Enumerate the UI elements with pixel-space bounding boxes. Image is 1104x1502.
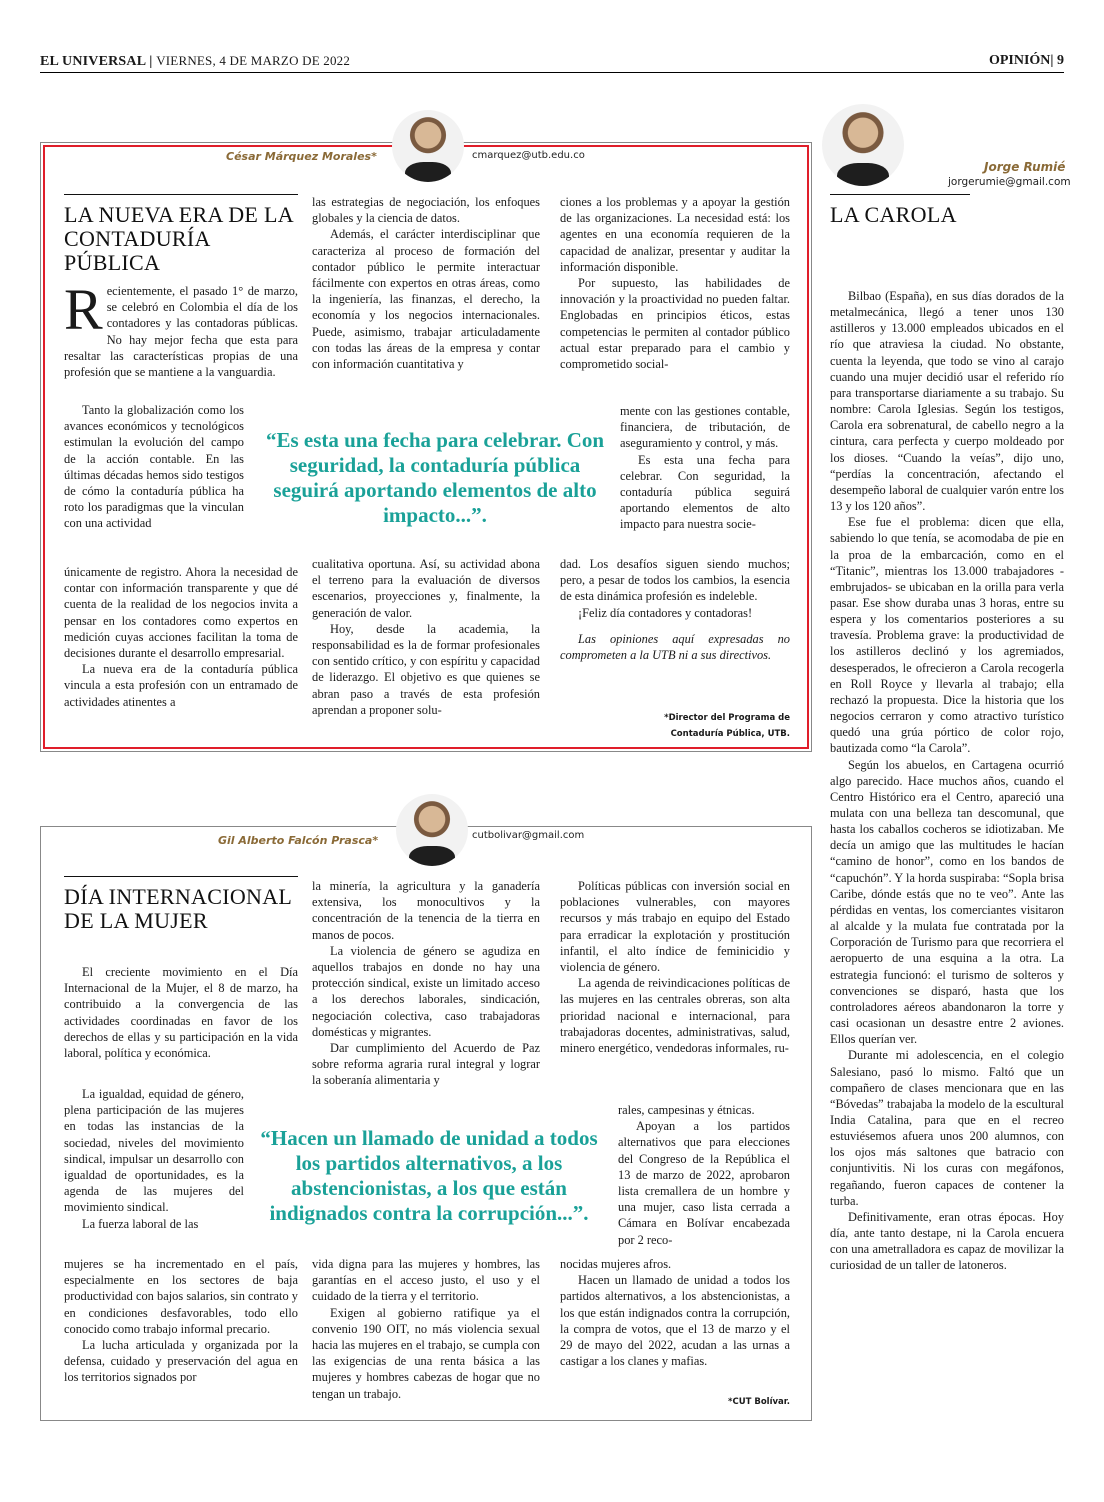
paragraph: mujeres se ha incrementado en el país, especialmente en los sectores de baja productividad con bajos salarios, sin contrato y en condiciones desfavorables, todo ello conocido como trabajo informal precario. (64, 1257, 298, 1336)
paragraph: La fuerza laboral de las (82, 1216, 199, 1231)
article-column-3-wrap (620, 403, 790, 533)
paragraph: mente con las gestiones contable, financiera, de tributación, de aseguramiento y control, y más. (620, 404, 790, 451)
article-column-3-wrap (618, 1102, 790, 1248)
article-column-3-lower (560, 556, 790, 663)
paragraph: nocidas mujeres afros. (560, 1257, 672, 1271)
article-title: LA NUEVA ERA DE LA CONTADURÍA PÚBLICA (64, 194, 298, 275)
article-title: DÍA INTERNACIONAL DE LA MUJER (64, 876, 298, 933)
paragraph: Exigen al gobierno ratifique ya el convenio 190 OIT, no más violencia sexual hacia las mujeres en el trabajo, se cumpla con las exigencias de una renta básica a las mujeres y hombres cabezas de hogar que no tengan un trabajo. (312, 1305, 540, 1401)
newspaper-name: EL UNIVERSAL | (40, 54, 153, 69)
paragraph: rales, campesinas y étnicas. (618, 1103, 755, 1117)
paragraph: Definitivamente, eran otras épocas. Hoy día, ante tanto destape, ni la Carola encuera con una ametralladora es capaz de movilizar la curiosidad de un taller de latoneros. (830, 1209, 1064, 1273)
header-rule (40, 72, 1064, 73)
article-column-1 (64, 277, 298, 380)
author-photo (392, 110, 464, 182)
author-photo (822, 104, 904, 186)
article-column-3 (560, 194, 790, 372)
paragraph: La igualdad, equidad de género, plena participación de las mujeres en todas las instancias de la sociedad, niveles del movimiento sindical, impulsar un desarrollo con igualdad de oportunidades, es la agenda de las mujeres del movimiento sindical. (64, 1087, 244, 1215)
paragraph: Además, el carácter interdisciplinar que caracteriza al proceso de formación del contador público le permite interactuar fácilmente con expertos en otras áreas, como la ingeniería, las finanzas, el derecho, la economía y los negocios internacionales. Puede, asimismo, trabajar articuladamente con todas las áreas de la empresa y contar con información cuantitativa y (312, 227, 540, 372)
paragraph: ciones a los problemas y a apoyar la gestión de las organizaciones. La necesidad está: los agentes en una economía requieren de la capacidad de analizar, presentar y auditar la información disponible. (560, 195, 790, 274)
paragraph: Hoy, desde la academia, la responsabilidad es la de formar profesionales con sentido crítico, y con espíritu y capacidad de liderazgo. El objetivo es que quienes se abran paso a través de esta profesión aprendan a proponer solu- (312, 621, 540, 717)
article-column-1-wrap (64, 1086, 244, 1232)
paragraph: cualitativa oportuna. Así, su actividad abona el terreno para la evaluación de diversos escenarios, proyecciones y, finalmente, la generación de valor. (312, 557, 540, 620)
paragraph: la minería, la agricultura y la ganadería extensiva, los monocultivos y la concentración de la tenencia de la tierra en manos de pocos. (312, 879, 540, 942)
paragraph: Ese fue el problema: dicen que ella, sabiendo lo que tenía, se acomodaba de pie en la proa de la embarcación, como en el “Titanic”, mientras los 13.000 trabajadores -embrujados- se ubicaban en la orilla para verla pasar. Ese show duraba unas 3 horas, entre su espera y los comentarios posteriores a su travesía. Problema grave: la productividad de los astilleros declinó y los agremiados, desesperados, le ofrecieron a Carola recogerla en Roll Royce y llevarla al trabajo; ella rechazó la propuesta. Dice la historia que los negocios cerraron y como atractivo turístico quedó una grúa pórtico de color rojo, bautizada como “la Carola”. (830, 515, 1064, 756)
article-column-1 (64, 964, 298, 1061)
paragraph: La violencia de género se agudiza en aquellos trabajos en donde no hay una protección sindical, existe un limitado acceso a los derechos laborales, sindicación, negociación colectiva, caso trabajadoras domésticas y migrantes. (312, 943, 540, 1039)
article-column-2 (312, 194, 540, 372)
section-label: OPINIÓN| 9 (988, 53, 1064, 68)
article-column-1-lower (64, 564, 298, 710)
author-note: *CUT Bolívar. (728, 1397, 790, 1407)
paragraph: Según los abuelos, en Cartagena ocurrió algo parecido. Hace muchos años, cuando el Centro Histórico era el Centro, apareció una mulata con una belleza tan descomunal, que hasta los caballos cocheros se idiotizaban. Me decía un amigo que las multitudes le hacían “camino de honor”, como en los bandos de “capuchón”. Y la horda suspiraba: “Sopla brisa Caribe, dónde estás que no te veo”. Ante las pérdidas en ventas, los comerciantes visitaron al alcalde y la mulata fue contratada por la Corporación de Turismo para que recorriera el aeropuerto de una esquina a la otra. La estrategia funcionó: el turismo de solteros y convenciones se disparó, hasta que los controladores aéreos abandonaron la torre y casi ocasionan un desastre entre 2 aviones. Ellos querían ver. (830, 757, 1064, 1047)
author-email: cmarquez@utb.edu.co (472, 150, 585, 161)
author-note-line: Contaduría Pública, UTB. (670, 729, 790, 739)
disclaimer: Las opiniones aquí expresadas no comprometen a la UTB ni a sus directivos. (560, 631, 790, 663)
paragraph: Apoyan a los partidos alternativos que para elecciones del Congreso de la República el 13 de marzo de 2022, aprobaron lista cremallera de un hombre y una mujer, caso lista cerrada a Cámara en Bolívar encabezada por 2 reco- (618, 1119, 790, 1247)
paragraph: Es esta una fecha para celebrar. Con seguridad, la contaduría pública seguirá aportando elementos de alto impacto para nuestra socie- (620, 452, 790, 532)
paragraph: dad. Los desafíos siguen siendo muchos; pero, a pesar de todos los cambios, la esencia de esta dinámica profesión es indeleble. (560, 557, 790, 604)
article-column-3-lower (560, 1256, 790, 1369)
paragraph: La lucha articulada y organizada por la defensa, cuidado y preservación del agua en los territorios signados por (64, 1338, 298, 1385)
paragraph: ¡Feliz día contadores y contadoras! (578, 605, 753, 620)
issue-date: VIERNES, 4 DE MARZO DE 2022 (156, 53, 351, 68)
article-column-1-wrap (64, 402, 244, 532)
article-column-2 (312, 878, 540, 1089)
author-email: cutbolivar@gmail.com (472, 830, 585, 841)
pull-quote: “Hacen un llamado de unidad a todos los partidos alternativos, a los abstencionistas, a los que están indignados contra la corrupción...”. (260, 1126, 598, 1225)
paragraph: La agenda de reivindicaciones políticas de las mujeres en las centrales obreras, son alta prioridad nacional e internacional, para trabajadoras docentes, administrativas, salud, minero energético, vendedoras informales, ru- (560, 976, 790, 1056)
paragraph: Por supuesto, las habilidades de innovación y la proactividad no pueden faltar. Englobadas en principios éticos, estas competencias le permiten al contador público actual estar preparado para el cambio y comprometido social- (560, 276, 790, 372)
article-column-1-lower (64, 1256, 298, 1386)
article-column-2-lower (312, 556, 540, 718)
article-column (830, 288, 1064, 1274)
paragraph: vida digna para las mujeres y hombres, las garantías en el acceso justo, el uso y el cuidado de la tierra y el territorio. (312, 1257, 540, 1304)
article-title: LA CAROLA (830, 194, 970, 227)
paragraph: Dar cumplimiento del Acuerdo de Paz sobre reforma agraria rural integral y lograr la soberanía alimentaria y (312, 1041, 540, 1088)
paragraph: las estrategias de negociación, los enfoques globales y la ciencia de datos. (312, 195, 540, 226)
author-name: Jorge Rumié (984, 160, 1066, 174)
paragraph: La nueva era de la contaduría pública vincula a esta profesión con un entramado de actividades atinentes a (64, 662, 298, 709)
masthead (40, 53, 350, 70)
paragraph: Hacen un llamado de unidad a todos los partidos alternativos, a los abstencionistas, a los que están indignados contra la corrupción, la compra de votos, que el 13 de marzo y el 29 de mayo del 2022, acudan a las urnas a castigar a los clanes y mafias. (560, 1273, 790, 1369)
paragraph: Tanto la globalización como los avances económicos y tecnológicos estimulan la evolución del campo de la acción contable. En las últimas décadas hemos sido testigos de cómo la contaduría pública ha roto los paradigmas que la vinculan con una actividad (64, 403, 244, 531)
pull-quote: “Es esta una fecha para celebrar. Con seguridad, la contaduría pública seguirá aportando elementos de alto impacto...”. (265, 428, 605, 527)
author-note-line: *Director del Programa de (664, 713, 790, 723)
paragraph: Durante mi adolescencia, en el colegio Salesiano, pasó lo mismo. Faltó que un compañero de clases mencionara que en las “Bóvedas” trabajaba la modelo de la escultural India Catalina, para que en el recreo estuviésemos afuera unos 200 alumnos, con los ojos más saltones que batracio con conjuntivitis. Ni los curas con megáfonos, regañando, fueron capaces de contener la turba. (830, 1048, 1064, 1208)
article-column-2-lower (312, 1256, 540, 1402)
author-photo (396, 794, 468, 866)
paragraph: El creciente movimiento en el Día Internacional de la Mujer, el 8 de marzo, ha contribuido a la convergencia de las actividades coordinadas en favor de los derechos de ellas y su participación en la vida laboral, política y económica. (64, 965, 298, 1061)
drop-cap: R (64, 277, 103, 342)
paragraph: únicamente de registro. Ahora la necesidad de contar con información transparente y que dé cuenta de la realidad de los negocios invita a pensar en los contadores como expertos en medición cuyas acciones facilitan la toma de decisiones durante el desarrollo empresarial. (64, 565, 298, 661)
author-email: jorgerumie@gmail.com (948, 176, 1071, 188)
author-name: César Márquez Morales* (226, 150, 377, 163)
author-note (600, 710, 790, 742)
article-column-3 (560, 878, 790, 1056)
author-name: Gil Alberto Falcón Prasca* (218, 834, 379, 847)
paragraph: Bilbao (España), en sus días dorados de la metalmecánica, llegó a tener unos 130 astilleros y 13.000 empleados ubicados en el río que atraviesa la ciudad. No obstante, cuenta la leyenda, que todo se vino al carajo cuando una mujer decidió usar el referido río para transportarse diariamente a su trabajo. Su nombre: Carola Iglesias. Según los testigos, Carola era sobrenatural, de cabello negro a la cintura, cara perfecta y cuerpo moldeado por los dioses. “Cuando la veías”, dijo uno, “perdías la concentración, afectando el desempeño laboral de cualquier varón entre los 13 y los 120 años”. (830, 289, 1064, 514)
paragraph: Políticas públicas con inversión social en poblaciones vulnerables, con mayores recursos y más trabajo en equipo del Estado para erradicar la explotación y prostitución infantil, el alto índice de feminicidio y violencia de género. (560, 879, 790, 975)
paragraph: ecientemente, el pasado 1° de marzo, se celebró en Colombia el día de los contadores y las contadoras públicas. No hay mejor fecha que esta para resaltar las características propias de una profesión que se mantiene a la vanguardia. (64, 284, 298, 380)
